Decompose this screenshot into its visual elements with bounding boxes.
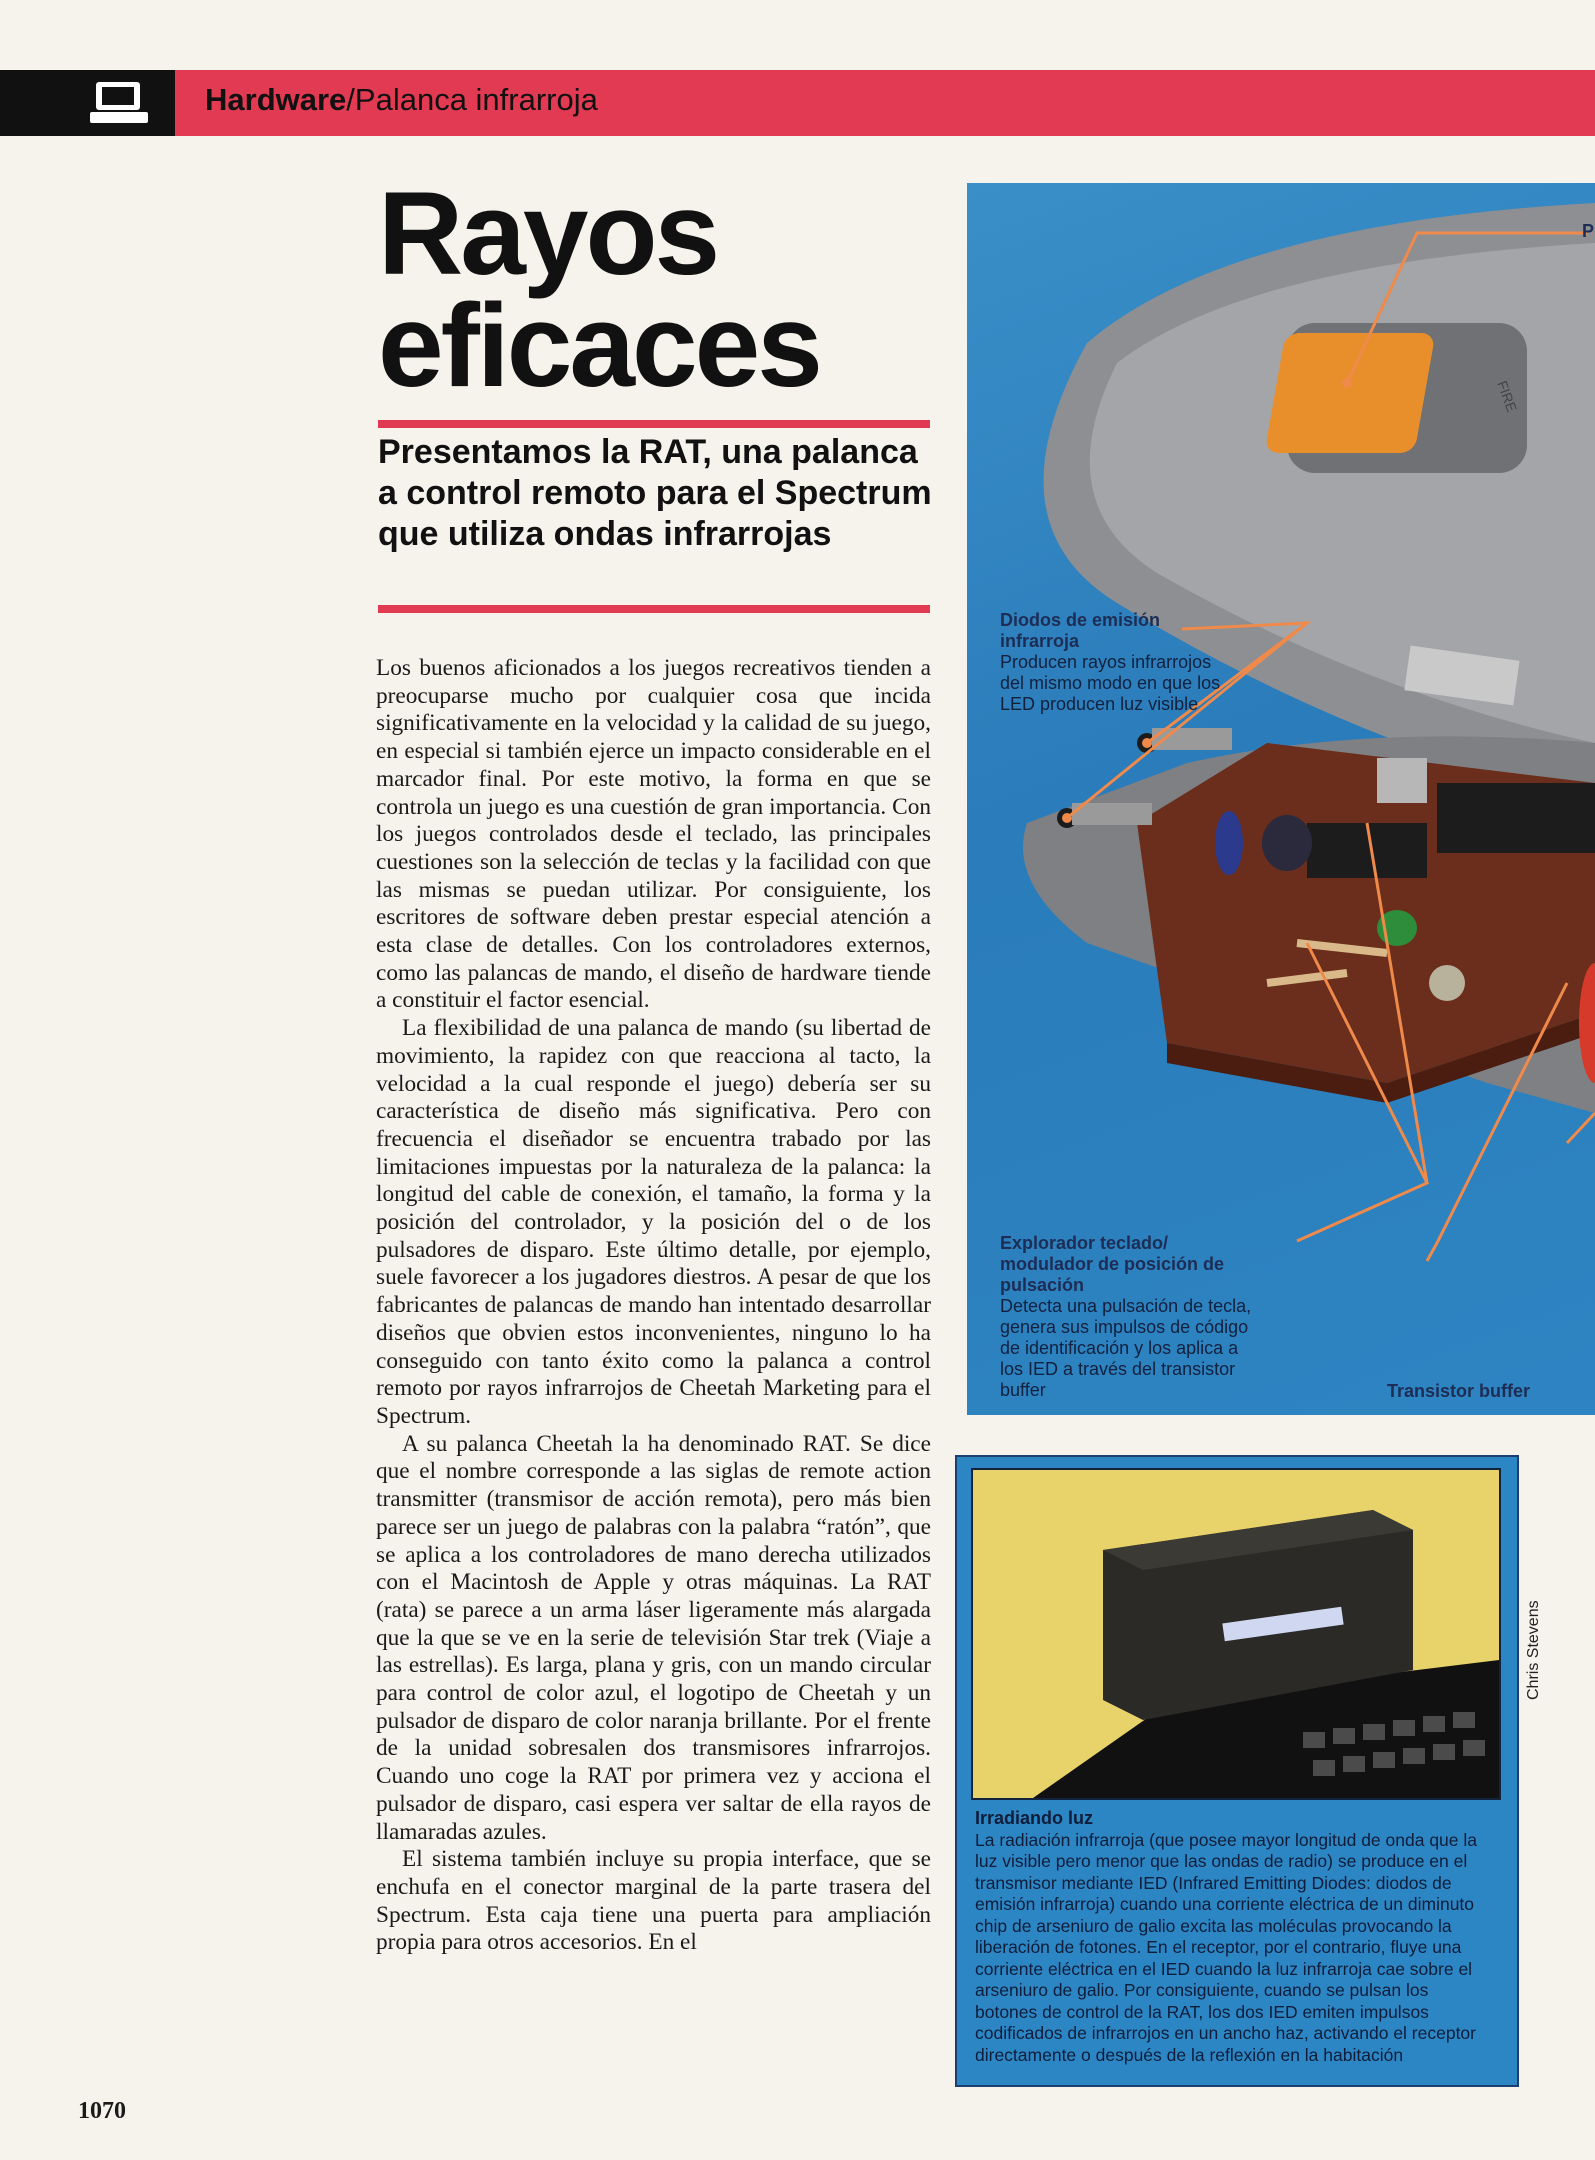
section-icon-box (0, 70, 175, 136)
receiver-photo (971, 1468, 1501, 1800)
callout-title: Transistor buffer (1387, 1381, 1531, 1401)
callout-letter: P (1582, 221, 1595, 241)
callout-title: Diodos de emisión infrarroja (1000, 610, 1161, 651)
section-topic: /Palanca infrarroja (346, 82, 598, 117)
computer-icon (88, 80, 150, 126)
paragraph: El sistema también incluye su propia interface, que se enchufa en el conector marginal de la parte trasera del Spectrum. Esta caja tiene una puerta para ampliación propia para otros accesorios. En el (376, 1846, 931, 1956)
section-name: Hardware (205, 82, 347, 117)
caption-text: La radiación infrarroja (que posee mayor longitud de onda que la luz visible pero menor que las ondas de radio) se produce en el transmisor mediante IED (Infrared Emitting Diodes: diodos de emisión infrarroja) cuando una corriente eléctrica de un diminuto chip de arseniuro de galio excita las moléculas provocando la liberación de fotones. En el receptor, por el contrario, fluye una corriente eléctrica en el IED cuando la luz infrarroja cae sobre el arseniuro de galio. Por consiguiente, cuando se pulsan los botones de control de la RAT, los dos IED emiten impulsos codificados de infrarrojos en un ancho haz, activando el receptor directamente o después de la reflexión en la habitación (975, 1829, 1477, 2065)
divider-top (378, 420, 930, 428)
paragraph: Los buenos aficionados a los juegos recreativos tienden a preocuparse mucho por cualquier cosa que incida significativamente en la velocidad y la calidad de su juego, en especial si también ejerce un impacto considerable en el marcador final. Por este motivo, la forma en que se controla un juego es una cuestión de gran importancia. Con los juegos controlados desde el teclado, las principales cuestiones son la selección de teclas y la facilidad con que las mismas se puedan utilizar. Por consiguiente, los escritores de software deben prestar especial atención a esta clase de detalles. Con los controladores externos, como las palancas de mando, el diseño de hardware tiende a constituir el factor esencial. (376, 655, 931, 1014)
caption-title: Irradiando luz (975, 1808, 1094, 1828)
callout-buffer-transistor (1387, 1381, 1587, 1402)
paragraph: La flexibilidad de una palanca de mando (su libertad de movimiento, la rapidez con que reacciona al tacto, la velocidad a la cual responde el juego) debería ser su característica de diseño más significativa. Pero con frecuencia el diseñador se encuentra trabado por las limitaciones impuestas por la naturaleza de la palanca: la longitud del cable de conexión, el tamaño, la forma y la posición del controlador, y la posición del o de los pulsadores de disparo. Este último detalle, por ejemplo, suele favorecer a los jugadores diestros. A pesar de que los fabricantes de palancas de mando han intentado desarrollar diseños que obvien estos inconvenientes, ninguno lo ha conseguido con tanto éxito como la palanca a control remoto por rayos infrarrojos de Cheetah Marketing para el Spectrum. (376, 1015, 931, 1429)
title-line-1: Rayos (378, 168, 718, 300)
receiver-illustration (973, 1470, 1499, 1798)
divider-bottom (378, 605, 930, 613)
article-body (376, 655, 931, 2095)
article-title (378, 168, 938, 412)
title-line-2: eficaces (378, 280, 820, 412)
photo-credit: Chris Stevens (1525, 1600, 1542, 1700)
section-title (205, 82, 598, 118)
joystick-photo (967, 183, 1595, 1415)
callout-ir-diodes (1000, 610, 1230, 715)
callout-description: Producen rayos infrarrojos del mismo modo en que los LED producen luz visible (1000, 652, 1221, 714)
callout-title: Explorador teclado/ modulador de posición de pulsación (1000, 1233, 1225, 1295)
paragraph: A su palanca Cheetah la ha denominado RAT. Se dice que el nombre corresponde a las siglas de remote action transmitter (transmisor de acción remota), pero más bien parece ser un juego de palabras con la palabra “ratón”, que se aplica a los controladores de mano derecha utilizados con el Macintosh de Apple y otras máquinas. La RAT (rata) se parece a un arma láser ligeramente más alargada que la que se ve en la serie de televisión Star trek (Viaje a las estrellas). Es larga, plana y gris, con un mando circular para control de color azul, el logotipo de Cheetah y un pulsador de disparo de color naranja brillante. Por el frente de la unidad sobresalen dos transmisores infrarrojos. Cuando uno coge la RAT por primera vez y acciona el pulsador de disparo, casi espera ver saltar de ella rayos de llamaradas azules. (376, 1430, 931, 1845)
figure-caption (975, 1808, 1495, 2066)
article-subtitle: Presentamos la RAT, una palanca a control remoto para el Spectrum que utiliza ondas infrarrojas (378, 433, 932, 553)
svg-text:FIRE: FIRE (1494, 378, 1521, 414)
joystick-illustration (967, 183, 1595, 1415)
page-number: 1070 (78, 2098, 126, 2124)
callout-description: Detecta una pulsación de tecla, genera sus impulsos de código de identificación y los aplica a los IED a través del transistor buffer (1000, 1296, 1252, 1400)
callout-keyboard-scanner (1000, 1233, 1255, 1401)
